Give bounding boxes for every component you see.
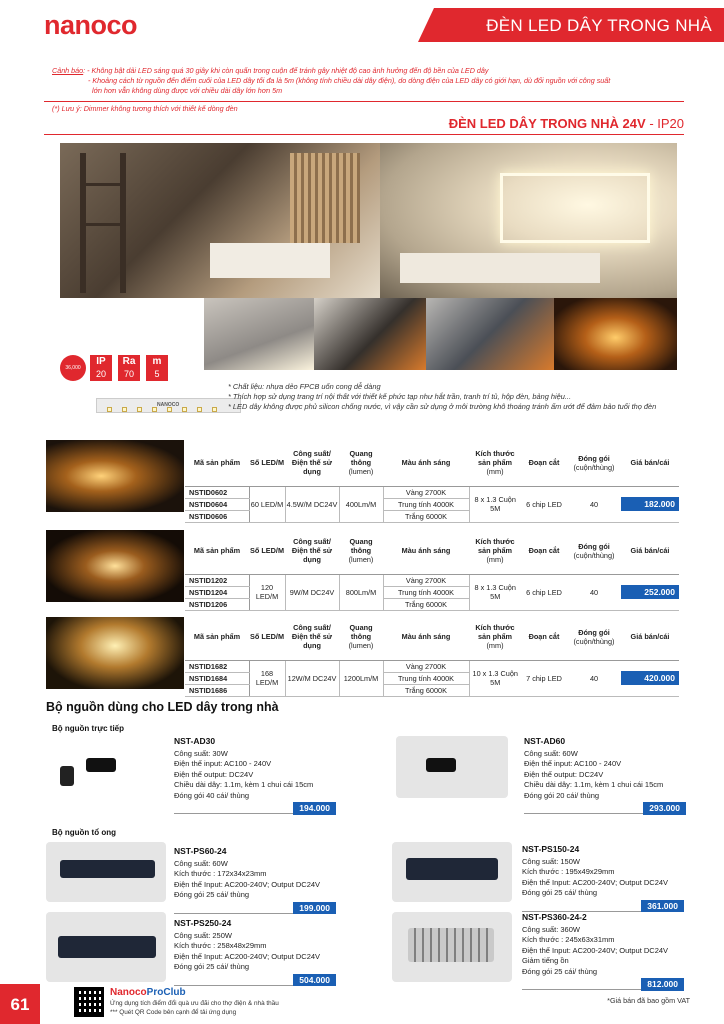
table-header-row bbox=[185, 440, 679, 486]
column-header-label: Mã sản phẩm bbox=[193, 458, 241, 468]
club-note bbox=[110, 999, 279, 1017]
column-header-flux bbox=[339, 528, 383, 574]
psu-model: NST-PS150-24 bbox=[522, 844, 580, 854]
column-header-label: Kích thước sản phẩm bbox=[475, 537, 515, 556]
cell-color: Vàng 2700K bbox=[383, 486, 469, 498]
cell-size: 10 x 1.3 Cuộn 5M bbox=[469, 660, 521, 696]
ip-value: 20 bbox=[95, 369, 106, 379]
led-strip-glow-photo bbox=[554, 298, 677, 370]
psu-spec-line: Chiều dài dây: 1.1m, kèm 1 chui cái 15cm bbox=[174, 780, 314, 789]
psu-box-image bbox=[392, 912, 512, 982]
price-tag: 199.000 bbox=[293, 902, 336, 915]
product-code: NSTID0604 bbox=[185, 498, 249, 510]
psu-spec-line: Kích thước : 195x49x29mm bbox=[522, 867, 615, 876]
price-tag: 812.000 bbox=[641, 978, 684, 991]
warning-line-2: - Khoảng cách từ nguồn đến điểm cuối của LED dây tối đa là 5m (không tính chiều dài dây điện), do dòng điện của LED dây có giới hạn, dù đổi nguồn với công suất bbox=[88, 76, 611, 85]
psu-spec-line: Điện thế output: DC24V bbox=[174, 769, 254, 779]
column-header-label: Công suất/ Điện thế sử dụng bbox=[291, 537, 333, 565]
table-header-row bbox=[185, 528, 679, 574]
psu-model: NST-PS60-24 bbox=[174, 846, 227, 856]
column-header-label: Số LED/M bbox=[249, 458, 285, 468]
price-tag: 194.000 bbox=[293, 802, 336, 815]
column-header-pack bbox=[567, 528, 621, 574]
power-supply-item bbox=[174, 736, 336, 814]
divider bbox=[522, 900, 684, 912]
price-tag: 420.000 bbox=[621, 671, 679, 685]
column-header-power bbox=[285, 440, 339, 486]
adapter-image bbox=[46, 736, 166, 806]
product-code: NSTID0606 bbox=[185, 510, 249, 522]
cell-price bbox=[621, 574, 679, 610]
psu-spec-line: Điện thế Input: AC200-240V; Output DC24V bbox=[522, 945, 669, 955]
column-header-label: Số LED/M bbox=[249, 546, 285, 556]
power-supply-item bbox=[174, 918, 336, 986]
psu-spec-line: Đóng gói 25 cái/ thùng bbox=[174, 962, 250, 971]
product-photo bbox=[46, 617, 184, 689]
page-header bbox=[0, 0, 724, 50]
psu-spec-line: Công suất: 360W bbox=[522, 924, 580, 934]
divider bbox=[522, 978, 684, 990]
warning-label: Cảnh báo bbox=[52, 66, 84, 75]
cell-flux: 1200Lm/M bbox=[339, 660, 383, 696]
power-supply-item bbox=[522, 844, 684, 912]
dimmer-note: (*) Lưu ý: Dimmer không tương thích với thiết kế dòng đèn bbox=[52, 104, 238, 113]
product-code: NSTID1204 bbox=[185, 586, 249, 598]
psu-model: NST-AD60 bbox=[524, 736, 566, 746]
cell-flux: 800Lm/M bbox=[339, 574, 383, 610]
cell-flux: 400Lm/M bbox=[339, 486, 383, 522]
vat-note: *Giá bán đã bao gồm VAT bbox=[607, 996, 690, 1005]
cell-cut: 6 chip LED bbox=[521, 574, 567, 610]
m-label: m bbox=[152, 356, 162, 367]
column-header-label: Đóng gói bbox=[578, 627, 610, 637]
ip-label: IP bbox=[96, 356, 106, 367]
column-header-color bbox=[383, 440, 469, 486]
column-header-unit: (cuộn/thùng) bbox=[573, 636, 615, 646]
table-header-row bbox=[185, 614, 679, 660]
product-code: NSTID1202 bbox=[185, 574, 249, 586]
divider bbox=[44, 134, 684, 135]
cell-leds: 168 LED/M bbox=[249, 660, 285, 696]
ra-value: 70 bbox=[123, 369, 134, 379]
wardrobe-bedroom-photo bbox=[60, 143, 380, 298]
product-code: NSTID1206 bbox=[185, 598, 249, 610]
power-supply-item bbox=[174, 846, 336, 914]
column-header-label: Công suất/ Điện thế sử dụng bbox=[291, 623, 333, 651]
cri-icon bbox=[118, 355, 140, 381]
column-header-label: Số LED/M bbox=[249, 632, 285, 642]
direct-power-title: Bộ nguồn trực tiếp bbox=[52, 724, 125, 733]
psu-spec-line: Điện thế Input: AC200-240V; Output DC24V bbox=[174, 879, 321, 889]
psu-spec-line: Đóng gói 40 cái/ thùng bbox=[174, 790, 250, 800]
product-code: NSTID0602 bbox=[185, 486, 249, 498]
living-room-photo bbox=[380, 143, 677, 298]
price-tag: 504.000 bbox=[293, 974, 336, 987]
column-header-label: Đóng gói bbox=[578, 453, 610, 463]
column-header-unit: (lumen) bbox=[348, 641, 374, 651]
column-header-unit: (mm) bbox=[486, 641, 504, 651]
qr-code-icon[interactable] bbox=[74, 987, 104, 1017]
divider bbox=[524, 802, 686, 814]
product-table bbox=[185, 528, 679, 611]
psu-spec-line: Chiều dài dây: 1.1m, kèm 1 chui cái 15cm bbox=[524, 780, 664, 789]
cell-color: Trắng 6000K bbox=[383, 598, 469, 610]
price-tag: 293.000 bbox=[643, 802, 686, 815]
column-header-unit: (lumen) bbox=[348, 555, 374, 565]
divider bbox=[174, 802, 336, 814]
psu-spec-line: Kích thước : 172x34x23mm bbox=[174, 869, 267, 878]
cell-color: Vàng 2700K bbox=[383, 574, 469, 586]
led-strip-closeup-photo bbox=[204, 298, 314, 370]
column-header-unit: (mm) bbox=[486, 555, 504, 565]
column-header-leds bbox=[249, 440, 285, 486]
table-row bbox=[185, 660, 679, 672]
column-header-power bbox=[285, 528, 339, 574]
cell-leds: 120 LED/M bbox=[249, 574, 285, 610]
warning-line-3: lớn hơn vẫn không dùng được với chiều dài dây lớn hơn 5m bbox=[92, 86, 283, 95]
column-header-cut bbox=[521, 528, 567, 574]
psu-spec-line: Đóng gói 25 cái/ thùng bbox=[174, 890, 250, 899]
warning-line-1: : - Không bật dải LED sáng quá 30 giây khi còn quấn trong cuộn để tránh gây nhiệt độ cao ảnh hưởng đến độ bền của LED dây bbox=[83, 66, 489, 75]
m-value: 5 bbox=[154, 369, 160, 379]
column-header-price bbox=[621, 440, 679, 486]
product-table bbox=[185, 440, 679, 523]
divider bbox=[174, 974, 336, 986]
cell-color: Trung tính 4000K bbox=[383, 498, 469, 510]
column-header-label: Đoạn cắt bbox=[528, 546, 560, 556]
psu-spec-line: Công suất: 60W bbox=[174, 858, 228, 868]
feature-item: * Thích hợp sử dụng trang trí nội thất với thiết kế phức tạp như hắt trần, tranh trí tủ, hộp đèn, bảng hiệu... bbox=[228, 392, 572, 401]
cell-color: Trung tính 4000K bbox=[383, 672, 469, 684]
column-header-color bbox=[383, 528, 469, 574]
product-table bbox=[185, 614, 679, 697]
column-header-power bbox=[285, 614, 339, 660]
cell-power: 12W/M DC24V bbox=[285, 660, 339, 696]
psu-spec-line: Đóng gói 25 cái/ thùng bbox=[522, 888, 598, 897]
cell-price bbox=[621, 660, 679, 696]
column-header-label: Mã sản phẩm bbox=[193, 632, 241, 642]
column-header-label: Đoạn cắt bbox=[528, 632, 560, 642]
cell-color: Trung tính 4000K bbox=[383, 586, 469, 598]
psu-model: NST-PS250-24 bbox=[174, 918, 232, 928]
column-header-leds bbox=[249, 614, 285, 660]
column-header-label: Mã sản phẩm bbox=[193, 546, 241, 556]
column-header-leds bbox=[249, 528, 285, 574]
strip-brand-label: NANOCO bbox=[157, 402, 180, 408]
table-row bbox=[185, 574, 679, 586]
column-header-unit: (cuộn/thùng) bbox=[573, 462, 615, 472]
column-header-label: Quang thông bbox=[349, 449, 373, 468]
price-tag: 182.000 bbox=[621, 497, 679, 511]
column-header-label: Kích thước sản phẩm bbox=[475, 623, 515, 642]
psu-spec-line: Công suất: 250W bbox=[174, 930, 232, 940]
cell-pack: 40 bbox=[567, 660, 621, 696]
psu-spec-line: Công suất: 150W bbox=[522, 856, 580, 866]
column-header-size bbox=[469, 440, 521, 486]
psu-spec-line: Kích thước : 245x63x31mm bbox=[522, 935, 615, 944]
power-section-title: Bộ nguồn dùng cho LED dây trong nhà bbox=[46, 700, 279, 714]
warning-block bbox=[52, 66, 692, 96]
column-header-unit: (mm) bbox=[486, 467, 504, 477]
column-header-label: Giá bán/cái bbox=[630, 632, 670, 642]
column-header-pack bbox=[567, 440, 621, 486]
psu-spec-line: Đóng gói 25 cái/ thùng bbox=[522, 966, 598, 976]
cell-cut: 6 chip LED bbox=[521, 486, 567, 522]
psu-box-image bbox=[46, 842, 166, 902]
psu-box-image bbox=[392, 842, 512, 902]
product-code: NSTID1686 bbox=[185, 684, 249, 696]
table-row bbox=[185, 486, 679, 498]
column-header-label: Giá bán/cái bbox=[630, 546, 670, 556]
psu-spec-line: Điện thế Input: AC200-240V; Output DC24V bbox=[174, 951, 321, 961]
cell-power: 9W/M DC24V bbox=[285, 574, 339, 610]
power-supply-item bbox=[522, 912, 684, 990]
column-header-price bbox=[621, 528, 679, 574]
column-header-cut bbox=[521, 440, 567, 486]
column-header-label: Màu ánh sáng bbox=[401, 458, 451, 468]
column-header-flux bbox=[339, 614, 383, 660]
adapter-image bbox=[396, 736, 508, 798]
psu-spec-line: Điện thế output: DC24V bbox=[524, 769, 604, 779]
lifetime-icon: 36,000 HRS bbox=[60, 355, 86, 381]
led-strip-installation-photo bbox=[314, 298, 426, 370]
page-title: ĐÈN LED DÂY TRONG NHÀ bbox=[434, 8, 724, 42]
product-code: NSTID1682 bbox=[185, 660, 249, 672]
product-photo bbox=[46, 440, 184, 512]
ra-label: Ra bbox=[122, 356, 136, 367]
cell-cut: 7 chip LED bbox=[521, 660, 567, 696]
column-header-color bbox=[383, 614, 469, 660]
column-header-size bbox=[469, 528, 521, 574]
price-tag: 252.000 bbox=[621, 585, 679, 599]
column-header-label: Đóng gói bbox=[578, 541, 610, 551]
led-strip-sample-image bbox=[96, 398, 241, 413]
cell-pack: 40 bbox=[567, 574, 621, 610]
cell-size: 8 x 1.3 Cuộn 5M bbox=[469, 486, 521, 522]
column-header-pack bbox=[567, 614, 621, 660]
column-header-size bbox=[469, 614, 521, 660]
divider bbox=[44, 101, 684, 102]
column-header-label: Màu ánh sáng bbox=[401, 632, 451, 642]
column-header-code bbox=[185, 528, 249, 574]
column-header-label: Quang thông bbox=[349, 623, 373, 642]
cell-price bbox=[621, 486, 679, 522]
psu-spec-line: Điện thế input: AC100 - 240V bbox=[174, 759, 272, 768]
psu-spec-line: Điện thế Input: AC200-240V; Output DC24V bbox=[522, 877, 669, 887]
column-header-cut bbox=[521, 614, 567, 660]
length-icon bbox=[146, 355, 168, 381]
psu-model: NST-AD30 bbox=[174, 736, 216, 746]
psu-spec-line: Kích thước : 258x48x29mm bbox=[174, 941, 267, 950]
club-name-a: Nanoco bbox=[110, 987, 147, 998]
cell-size: 8 x 1.3 Cuộn 5M bbox=[469, 574, 521, 610]
column-header-label: Đoạn cắt bbox=[528, 458, 560, 468]
feature-item: * LED dây không được phủ silicon chống nước, vì vậy cần sử dụng ở môi trường khô thoáng tránh ẩm ướt để đảm bảo tuổi thọ đèn bbox=[228, 402, 657, 411]
column-header-code bbox=[185, 614, 249, 660]
cell-color: Trắng 6000K bbox=[383, 510, 469, 522]
price-tag: 361.000 bbox=[641, 900, 684, 913]
column-header-flux bbox=[339, 440, 383, 486]
club-line-2: *** Quét QR Code bên cạnh để tải ứng dụng bbox=[110, 1009, 237, 1016]
psu-spec-line: Điện thế input: AC100 - 240V bbox=[524, 759, 622, 768]
cell-pack: 40 bbox=[567, 486, 621, 522]
page-number: 61 bbox=[0, 984, 40, 1024]
feature-item: * Chất liệu: nhựa dẻo FPCB uốn cong dễ dàng bbox=[228, 382, 381, 391]
psu-spec-line: Công suất: 30W bbox=[174, 748, 228, 758]
column-header-label: Công suất/ Điện thế sử dụng bbox=[291, 449, 333, 477]
proclub-brand bbox=[110, 987, 186, 998]
psu-box-image bbox=[46, 912, 166, 982]
section-title-text: ĐÈN LED DÂY TRONG NHÀ 24V bbox=[448, 116, 646, 131]
features-list bbox=[228, 382, 656, 412]
psu-model: NST-PS360-24-2 bbox=[522, 912, 587, 922]
column-header-unit: (cuộn/thùng) bbox=[573, 550, 615, 560]
column-header-label: Giá bán/cái bbox=[630, 458, 670, 468]
power-supply-item bbox=[524, 736, 686, 814]
column-header-label: Màu ánh sáng bbox=[401, 546, 451, 556]
column-header-code bbox=[185, 440, 249, 486]
column-header-unit: (lumen) bbox=[348, 467, 374, 477]
cell-color: Trắng 6000K bbox=[383, 684, 469, 696]
column-header-label: Kích thước sản phẩm bbox=[475, 449, 515, 468]
cell-leds: 60 LED/M bbox=[249, 486, 285, 522]
column-header-label: Quang thông bbox=[349, 537, 373, 556]
column-header-price bbox=[621, 614, 679, 660]
ip-rating-icon bbox=[90, 355, 112, 381]
psu-spec-line: Đóng gói 20 cái/ thùng bbox=[524, 790, 600, 800]
product-photo bbox=[46, 530, 184, 602]
section-ip-text: - IP20 bbox=[645, 116, 684, 131]
cell-power: 4.5W/M DC24V bbox=[285, 486, 339, 522]
product-code: NSTID1684 bbox=[185, 672, 249, 684]
club-line-1: Ứng dụng tích điểm đổi quà ưu đãi cho thợ điện & nhà thầu bbox=[110, 1000, 279, 1007]
club-name-b: ProClub bbox=[146, 987, 186, 998]
box-power-title: Bộ nguồn tổ ong bbox=[52, 828, 116, 837]
cell-color: Vàng 2700K bbox=[383, 660, 469, 672]
led-strip-connector-photo bbox=[426, 298, 554, 370]
psu-spec-line: Giảm tiếng ồn bbox=[522, 956, 569, 965]
section-title bbox=[449, 116, 684, 131]
psu-spec-line: Công suất: 60W bbox=[524, 748, 578, 758]
divider bbox=[174, 902, 336, 914]
nanoco-logo: nanoco bbox=[44, 10, 138, 40]
